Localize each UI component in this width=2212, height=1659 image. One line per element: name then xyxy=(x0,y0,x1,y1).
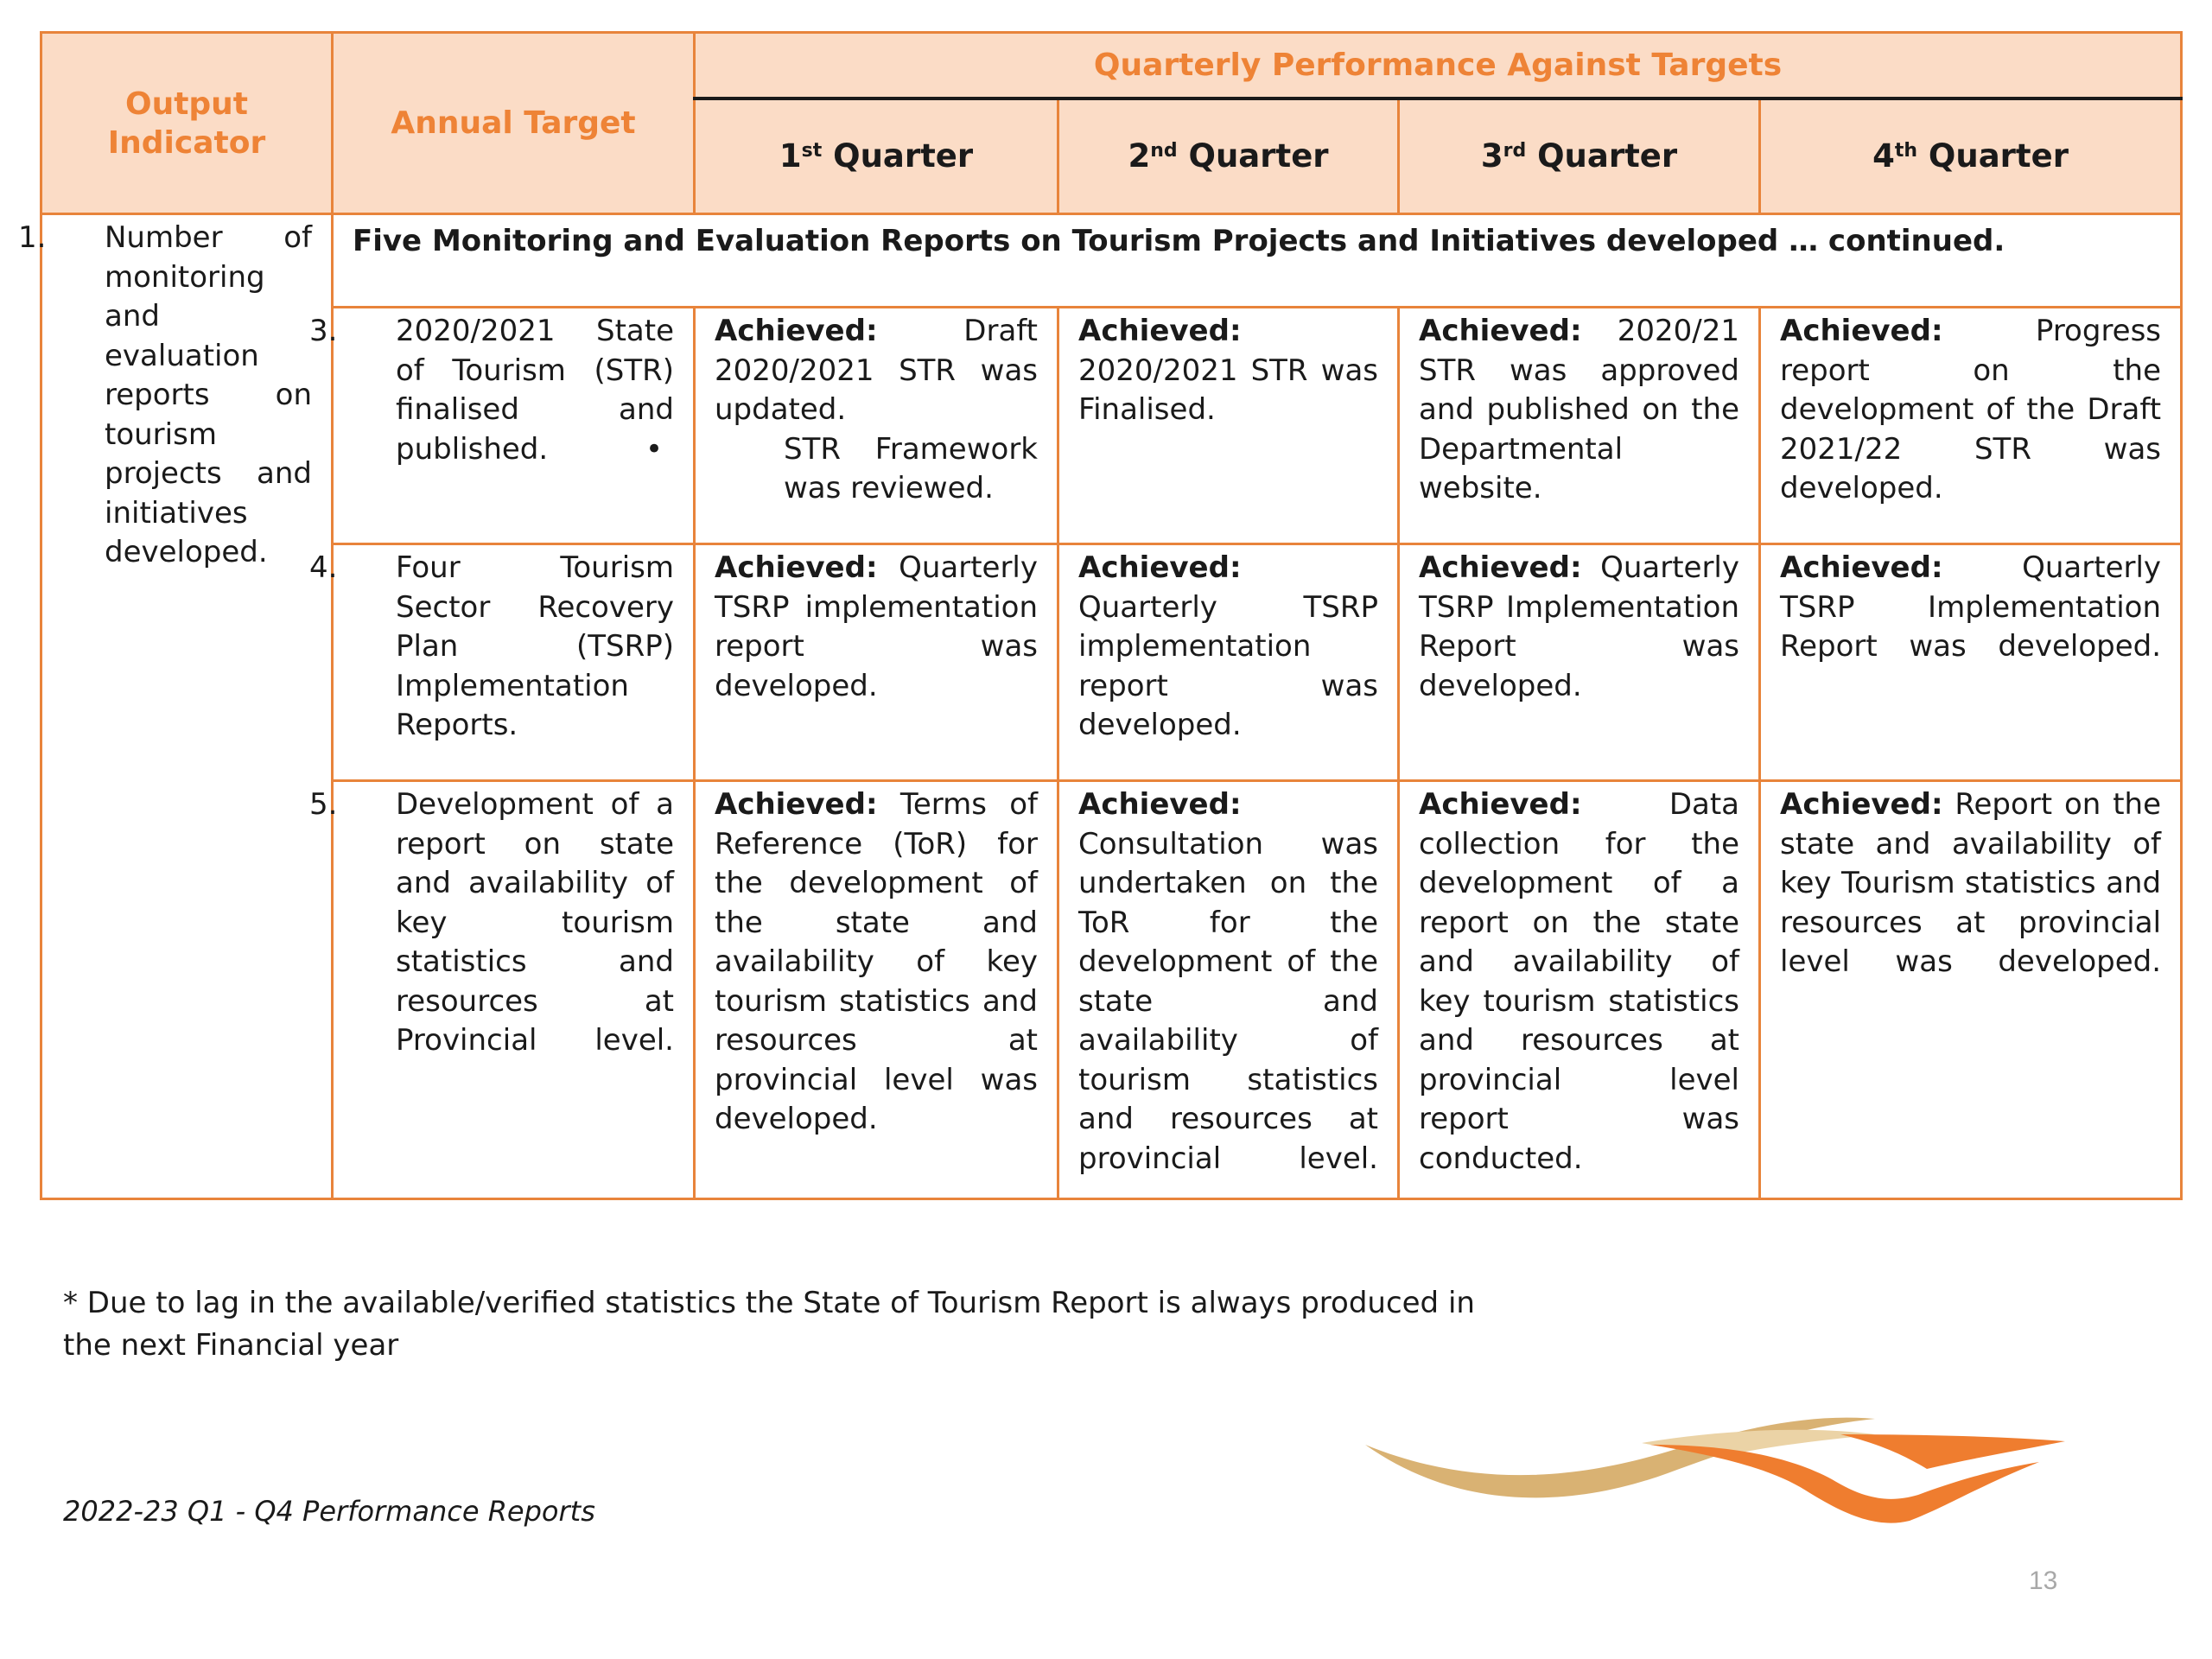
q4-cell: Achieved: Progress report on the development of the Draft 2021/22 STR was developed. xyxy=(1760,308,2182,544)
table-row xyxy=(41,308,2182,544)
performance-table xyxy=(18,31,2183,1200)
output-indicator-cell: 1. Number of monitoring and evaluation reports on tourism projects and initiatives developed. xyxy=(41,214,333,1199)
annual-target-cell: 4. Four Tourism Sector Recovery Plan (TSRP) Implementation Reports. xyxy=(333,544,695,781)
header-quarter-4: 4th Quarter xyxy=(1760,99,2182,214)
q1-cell: Achieved: Terms of Reference (ToR) for the development of the state and availability of key tourism statistics and resources at provincial level was developed. xyxy=(695,781,1058,1199)
q3-cell: Achieved: Data collection for the development of a report on the state and availability of key tourism statistics and resources at provincial level report was conducted. xyxy=(1399,781,1760,1199)
page-number: 13 xyxy=(2029,1567,2058,1595)
table-row xyxy=(41,544,2182,781)
continued-title: Five Monitoring and Evaluation Reports on Tourism Projects and Initiatives developed … continued. xyxy=(333,214,2182,308)
table-row xyxy=(41,781,2182,1199)
q2-cell: Achieved: 2020/2021 STR was Finalised. xyxy=(1058,308,1399,544)
q3-cell: Achieved: 2020/21 STR was approved and published on the Departmental website. xyxy=(1399,308,1760,544)
swoosh-logo xyxy=(1357,1408,2074,1534)
annual-target-cell: 5. Development of a report on state and availability of key tourism statistics and resources at Provincial level. xyxy=(333,781,695,1199)
header-quarter-1: 1st Quarter xyxy=(695,99,1058,214)
header-output-indicator: Output Indicator xyxy=(41,33,333,214)
header-quarterly-performance: Quarterly Performance Against Targets xyxy=(695,33,2182,99)
q4-cell: Achieved: Quarterly TSRP Implementation Report was developed. xyxy=(1760,544,2182,781)
annual-target-cell: 3. 2020/2021 State of Tourism (STR) finalised and published. xyxy=(333,308,695,544)
q4-cell: Achieved: Report on the state and availability of key Tourism statistics and resources at provincial level was developed. xyxy=(1760,781,2182,1199)
q3-cell: Achieved: Quarterly TSRP Implementation Report was developed. xyxy=(1399,544,1760,781)
header-annual-target: Annual Target xyxy=(333,33,695,214)
header-quarter-3: 3rd Quarter xyxy=(1399,99,1760,214)
q1-cell: Achieved: Quarterly TSRP implementation report was developed. xyxy=(695,544,1058,781)
q2-cell: Achieved: Consultation was undertaken on the ToR for the development of the state and availability of tourism statistics and resources at provincial level. xyxy=(1058,781,1399,1199)
footnote: * Due to lag in the available/verified statistics the State of Tourism Report is always produced in the next Financial year xyxy=(63,1286,1475,1363)
footer-document-title: 2022-23 Q1 - Q4 Performance Reports xyxy=(63,1495,595,1528)
q2-cell: Achieved: Quarterly TSRP implementation report was developed. xyxy=(1058,544,1399,781)
q1-cell: Achieved: Draft 2020/2021 STR was updated. • STR Framework was reviewed. xyxy=(695,308,1058,544)
header-quarter-2: 2nd Quarter xyxy=(1058,99,1399,214)
